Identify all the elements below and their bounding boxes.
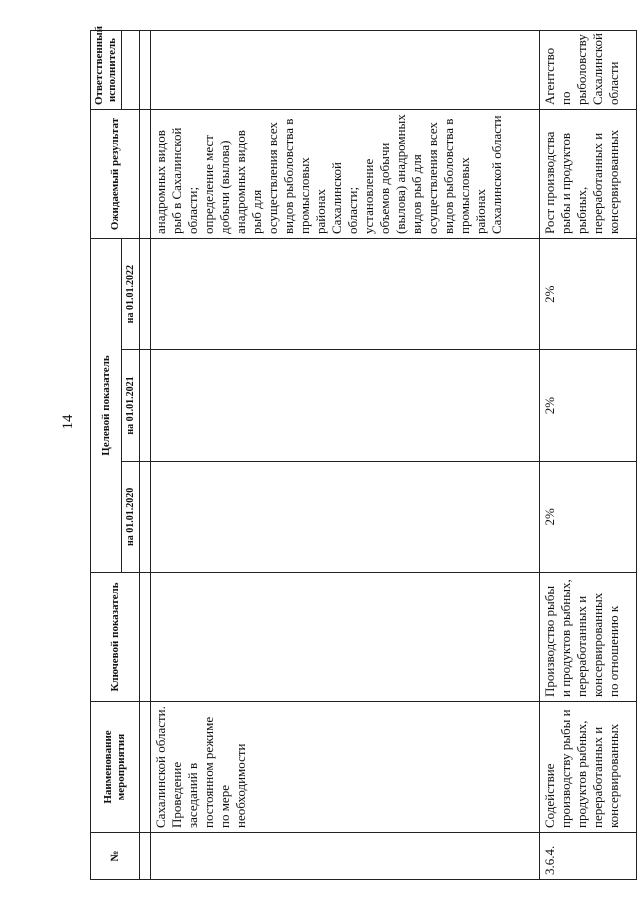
header-name: Наименование мероприятия bbox=[91, 702, 140, 833]
cell-expected: анадромных видов рыб в Сахалинской области; определение мест добычи (вылова) анадромных видов рыб для осуществления всех видов рыболовства в промысловых районах Сахалинской области; установление объемов добычи (вылова) анадромных видов рыб для осуществления всех видов рыболовства в промысловых районах Сахалинской области bbox=[151, 110, 540, 239]
cell-num bbox=[151, 833, 540, 880]
cell-key bbox=[151, 573, 540, 702]
header-responsible-sub bbox=[122, 31, 140, 110]
cell-target-2021 bbox=[151, 350, 540, 461]
header-target-2022: на 01.01.2022 bbox=[122, 239, 140, 350]
rotated-table-container bbox=[90, 25, 621, 880]
cell-expected: Рост производства рыбы и продуктов рыбных, переработанных и консервированных bbox=[540, 110, 637, 239]
cell-key: Производство рыбы и продуктов рыбных, переработанных и консервированных по отношению к bbox=[540, 573, 637, 702]
header-target-2021: на 01.01.2021 bbox=[122, 350, 140, 461]
cell-responsible: Агентство по рыболовству Сахалинской области bbox=[540, 31, 637, 110]
cell-target-2020: 2% bbox=[540, 461, 637, 572]
cell-name: Сахалинской области. Проведение заседаний в постоянном режиме по мере необходимости bbox=[151, 702, 540, 833]
table-row bbox=[151, 31, 540, 880]
cell-target-2022: 2% bbox=[540, 239, 637, 350]
header-num: № bbox=[91, 833, 140, 880]
cell-num: 3.6.4. bbox=[540, 833, 637, 880]
page-number: 14 bbox=[60, 414, 76, 430]
cell-name: Содействие производству рыбы и продуктов рыбных, переработанных и консервированных bbox=[540, 702, 637, 833]
table-header-row bbox=[91, 31, 122, 880]
cell-responsible bbox=[151, 31, 540, 110]
header-responsible: Ответственный исполнитель bbox=[91, 31, 122, 110]
table-row bbox=[540, 31, 637, 880]
cell-target-2020 bbox=[151, 461, 540, 572]
header-target-indicator: Целевой показатель bbox=[91, 239, 122, 573]
header-expected-result: Ожидаемый результат bbox=[91, 110, 140, 239]
cell-target-2022 bbox=[151, 239, 540, 350]
header-target-2020: на 01.01.2020 bbox=[122, 461, 140, 572]
spacer-row bbox=[140, 31, 151, 880]
cell-target-2021: 2% bbox=[540, 350, 637, 461]
header-key-indicator: Ключевой показатель bbox=[91, 573, 140, 702]
measures-table bbox=[90, 25, 637, 880]
